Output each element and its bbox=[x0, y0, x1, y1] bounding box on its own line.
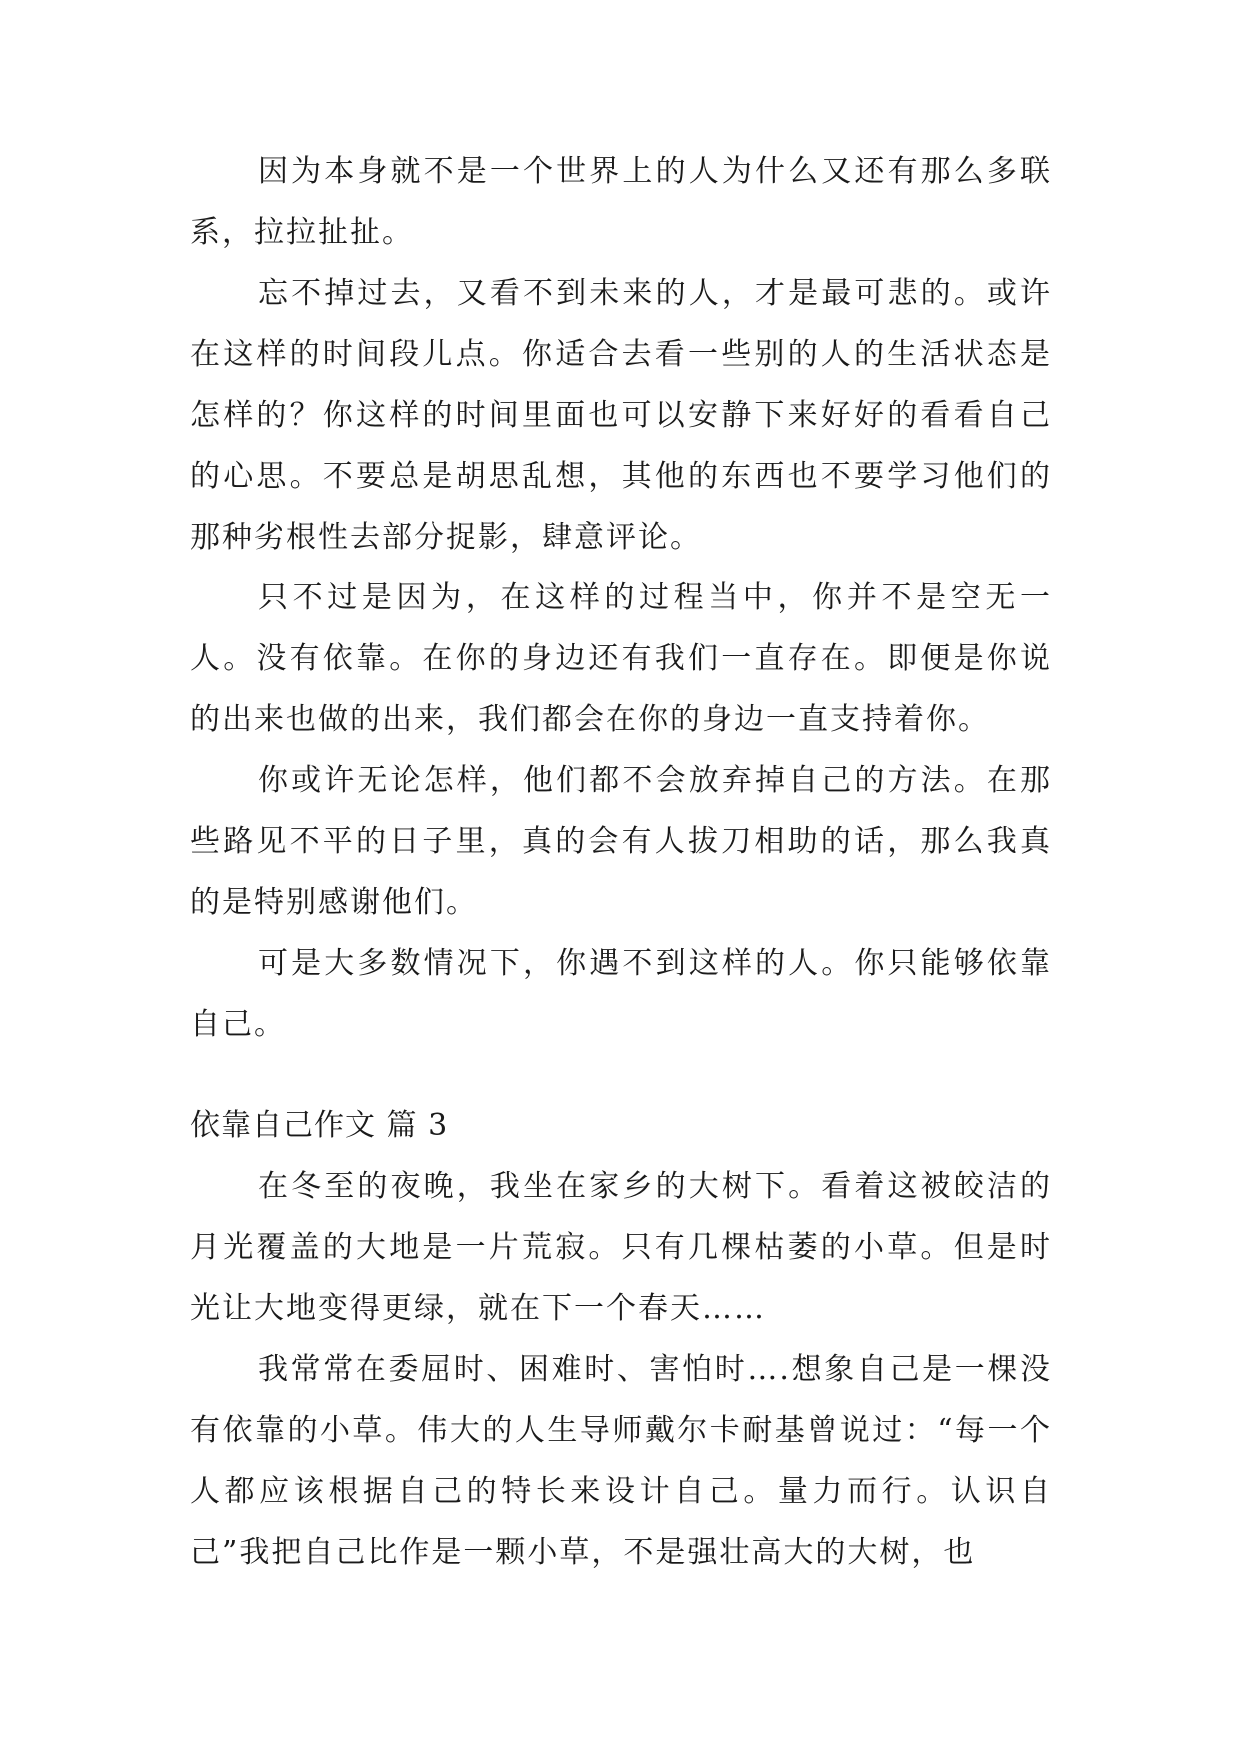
paragraph: 我常常在委屈时、困难时、害怕时….想象自己是一棵没有依靠的小草。伟大的人生导师戴尔卡耐基曾说过：“每一个人都应该根据自己的特长来设计自己。量力而行。认识自己”我把自己比作是一颗小草，不是强壮高大的大树，也 bbox=[190, 1352, 1052, 1570]
paragraph: 在冬至的夜晚，我坐在家乡的大树下。看着这被皎洁的月光覆盖的大地是一片荒寂。只有几棵枯萎的小草。但是时光让大地变得更绿，就在下一个春天…… bbox=[190, 1169, 1052, 1326]
paragraph: 因为本身就不是一个世界上的人为什么又还有那么多联系，拉拉扯扯。 bbox=[190, 154, 1052, 250]
paragraph: 只不过是因为，在这样的过程当中，你并不是空无一人。没有依靠。在你的身边还有我们一直存在。即便是你说的出来也做的出来，我们都会在你的身边一直支持着你。 bbox=[190, 580, 1052, 737]
paragraph: 你或许无论怎样，他们都不会放弃掉自己的方法。在那些路见不平的日子里，真的会有人拔刀相助的话，那么我真的是特别感谢他们。 bbox=[190, 763, 1052, 920]
section-heading: 依靠自己作文 篇 3 bbox=[190, 1108, 449, 1143]
paragraph: 忘不掉过去，又看不到未来的人，才是最可悲的。或许在这样的时间段儿点。你适合去看一些别的人的生活状态是怎样的？你这样的时间里面也可以安静下来好好的看看自己的心思。不要总是胡思乱想，其他的东西也不要学习他们的那种劣根性去部分捉影，肆意评论。 bbox=[190, 276, 1052, 555]
paragraph: 可是大多数情况下，你遇不到这样的人。你只能够依靠自己。 bbox=[190, 946, 1052, 1042]
